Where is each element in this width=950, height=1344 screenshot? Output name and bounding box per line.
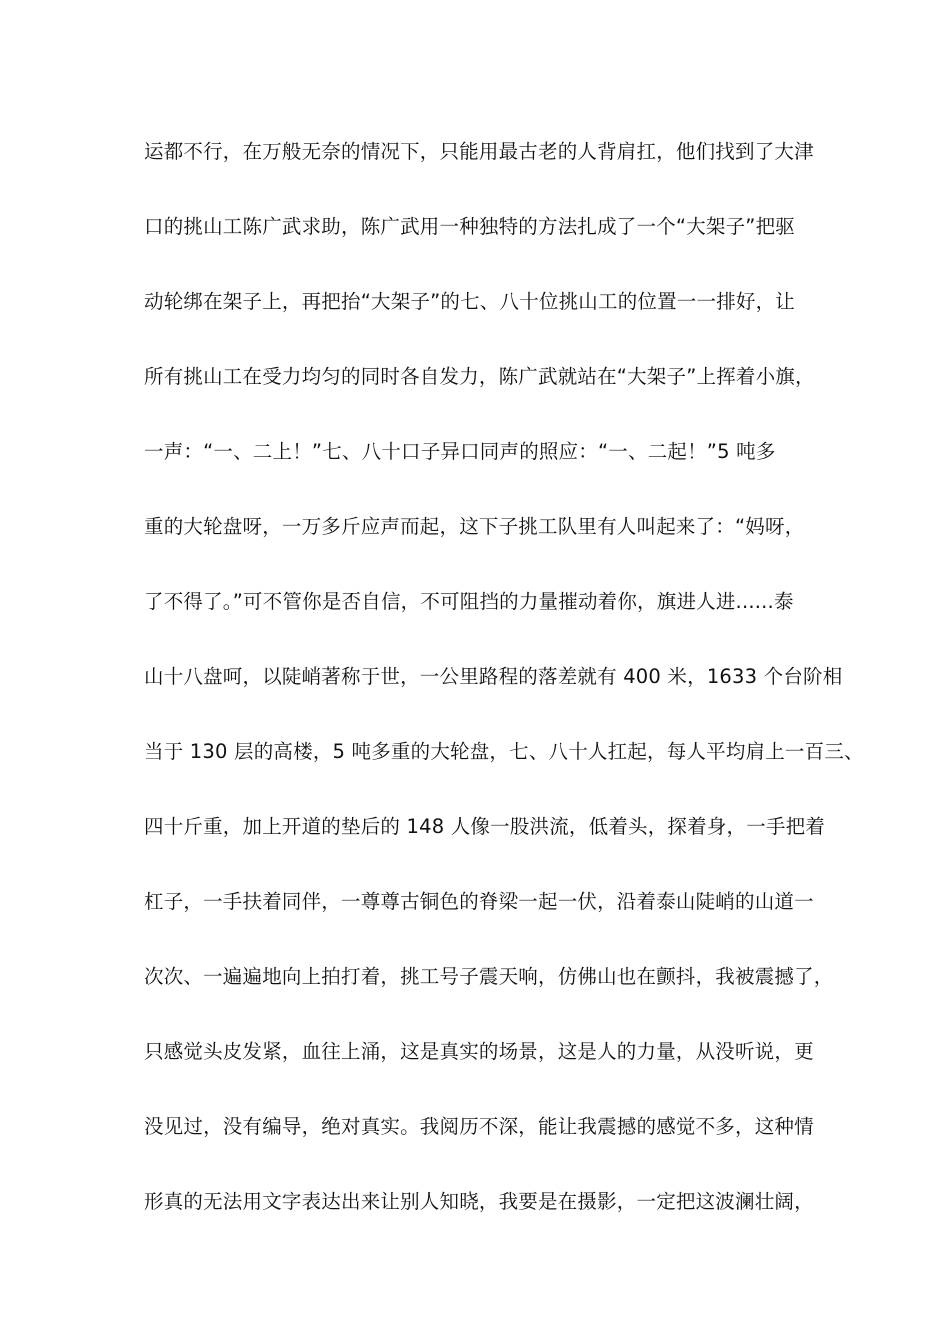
text-line: 口的挑山工陈广武求助，陈广武用一种独特的方法扎成了一个“大架子”把驱	[144, 215, 796, 238]
text-line: 只感觉头皮发紧，血往上涌，这是真实的场景，这是人的力量，从没听说，更	[144, 1040, 814, 1063]
text-line: 了不得了。”可不管你是否自信，不可阻挡的力量摧动着你，旗进人进......泰	[144, 590, 794, 613]
text-line: 所有挑山工在受力均匀的同时各自发力，陈广武就站在“大架子”上挥着小旗，	[144, 365, 815, 388]
text-line: 动轮绑在架子上，再把抬“大架子”的七、八十位挑山工的位置一一排好，让	[144, 290, 796, 313]
text-line: 四十斤重，加上开道的垫后的 148 人像一股洪流，低着头，探着身，一手把着	[144, 815, 826, 838]
text-line: 当于 130 层的高楼，5 吨多重的大轮盘，七、八十人扛起，每人平均肩上一百三、	[144, 740, 864, 763]
text-line: 杠子，一手扶着同伴，一尊尊古铜色的脊梁一起一伏，沿着泰山陡峭的山道一	[144, 890, 814, 913]
body-text	[144, 130, 864, 1255]
text-line: 次次、一遍遍地向上拍打着，挑工号子震天响，仿佛山也在颤抖，我被震撼了，	[144, 965, 834, 988]
text-line: 运都不行，在万般无奈的情况下，只能用最古老的人背肩扛，他们找到了大津	[144, 140, 814, 163]
text-line: 形真的无法用文字表达出来让别人知晓，我要是在摄影，一定把这波澜壮阔，	[144, 1190, 814, 1213]
text-line: 没见过，没有编导，绝对真实。我阅历不深，能让我震撼的感觉不多，这种情	[144, 1115, 814, 1138]
text-line: 一声：“一、二上！”七、八十口子异口同声的照应：“一、二起！”5 吨多	[144, 440, 776, 463]
text-line: 重的大轮盘呀，一万多斤应声而起，这下子挑工队里有人叫起来了：“妈呀，	[144, 515, 805, 538]
text-line: 山十八盘呵，以陡峭著称于世，一公里路程的落差就有 400 米，1633 个台阶相	[144, 665, 843, 688]
